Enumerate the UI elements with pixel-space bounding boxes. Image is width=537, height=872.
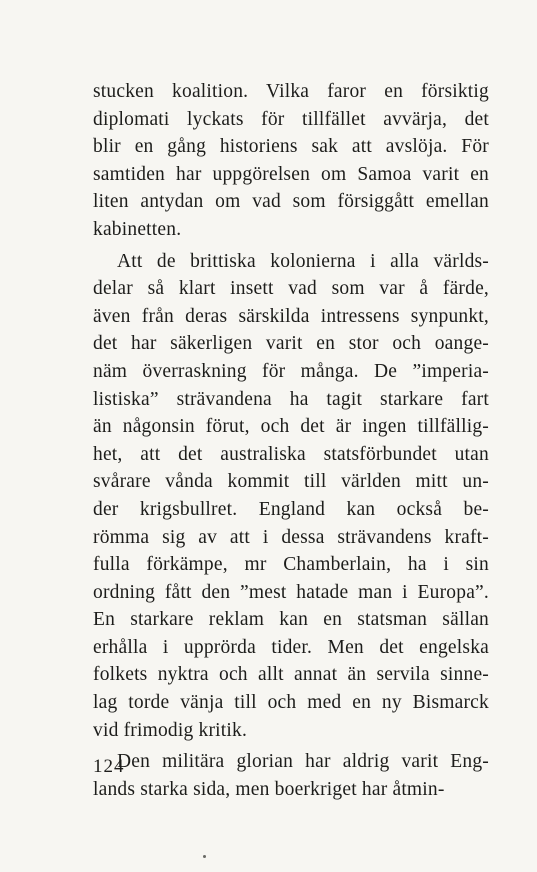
text-line: lag torde vänja till och med en ny Bismarck xyxy=(93,692,489,714)
text-line: Den militära glorian har aldrig varit Eng- xyxy=(117,751,489,773)
text-line: der krigsbullret. England kan också be- xyxy=(93,498,489,520)
text-line: diplomati lyckats för tillfället avvärja, det xyxy=(93,108,489,130)
text-line: het, att det australiska statsförbundet utan xyxy=(93,443,489,465)
text-line: svårare vånda kommit till världen mitt un- xyxy=(93,471,489,493)
text-line: lands starka sida, men boerkriget har åtmin- xyxy=(93,778,445,800)
text-line: listiska” strävandena ha tagit starkare fart xyxy=(93,388,489,410)
text-line: liten antydan om vad som försiggått emellan xyxy=(93,191,489,213)
text-line: ordning fått den ”mest hatade man i Europa”. xyxy=(93,581,489,603)
text-line: kabinetten. xyxy=(93,218,182,240)
text-line: En starkare reklam kan en statsman sällan xyxy=(93,609,489,631)
text-line: samtiden har uppgörelsen om Samoa varit en xyxy=(93,163,489,185)
text-line: folkets nyktra och allt annat än servila sinne- xyxy=(93,664,489,686)
text-line: stucken koalition. Vilka faror en försiktig xyxy=(93,81,489,102)
text-line: Att de brittiska kolonierna i alla världs- xyxy=(117,250,489,272)
paragraph xyxy=(93,748,489,803)
text-line: römma sig av att i dessa strävandens kraft- xyxy=(93,526,489,548)
text-line: blir en gång historiens sak att avslöja. För xyxy=(93,136,489,158)
text-line: än någonsin förut, och det är ingen tillfällig- xyxy=(93,416,489,438)
body-text xyxy=(93,78,489,803)
page-number: 124 xyxy=(93,756,125,777)
text-line: näm överraskning för många. De ”imperia- xyxy=(93,360,489,382)
text-line: delar så klart insett vad som var å färde, xyxy=(93,278,489,300)
paragraph xyxy=(93,248,489,745)
text-line: erhålla i upprörda tider. Men det engelska xyxy=(93,636,489,658)
paragraph xyxy=(93,78,489,244)
text-line: det har säkerligen varit en stor och oange- xyxy=(93,333,489,355)
text-line: vid frimodig kritik. xyxy=(93,719,248,741)
text-line: fulla förkämpe, mr Chamberlain, ha i sin xyxy=(93,554,489,576)
paper-speck xyxy=(203,855,206,858)
text-line: även från deras särskilda intressens synpunkt, xyxy=(93,305,489,327)
